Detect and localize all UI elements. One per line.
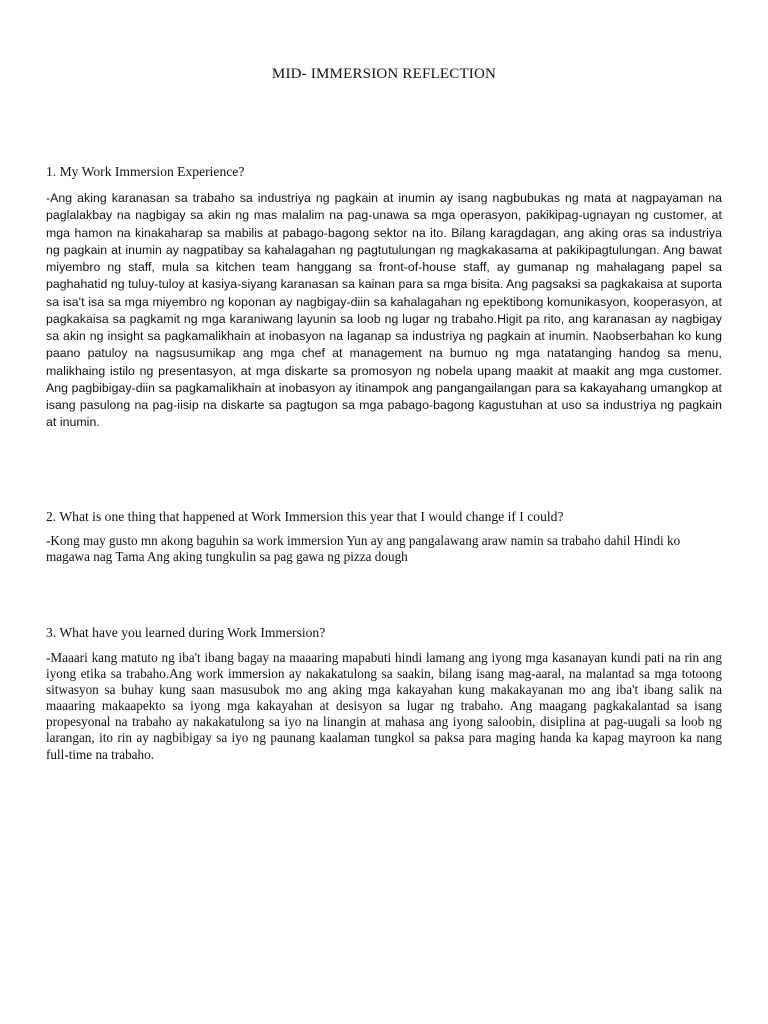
answer-3: -Maaari kang matuto ng iba't ibang bagay na maaaring mapabuti hindi lamang ang iyong mga kasanayan kundi pati na rin ang iyong etika sa trabaho.Ang work immersion ay nakakatulong sa saakin, bilang isang mag-aaral, na malantad sa mga totoong sitwasyon sa buhay kung saan masusubok mo ang aking mga kakayahan kung makakayanan mo ang iba't ibang salik na maaaring makaapekto sa iyong mga kakayahan at desisyon sa lugar ng trabaho. Ang maagang pagkakalantad sa isang propesyonal na trabaho ay nakakatulong sa iyo na linangin at mahasa ang iyong saloobin, disiplina at pag-uugali sa loob ng larangan, ito rin ay nagbibigay sa iyo ng paunang kaalaman tungkol sa paksa para maging handa ka kapag mayroon ka nang full-time na trabaho. xyxy=(46,650,722,762)
question-3: 3. What have you learned during Work Immersion? xyxy=(46,625,326,640)
question-2: 2. What is one thing that happened at Work Immersion this year that I would change if I could? xyxy=(46,509,564,524)
answer-1: -Ang aking karanasan sa trabaho sa industriya ng pagkain at inumin ay isang nagbubukas ng mata at nagpayaman na paglalakbay na nagbigay sa akin ng mas malalim na pag-unawa sa mga operasyon, pakikipag-ugnayan ng customer, at mga hamon na kinakaharap sa mabilis at pabago-bagong sektor na ito. Bilang karagdagan, ang aking oras sa industriya ng pagkain at inumin ay nagpatibay sa kahalagahan ng pagtutulungan ng magkakasama at pakikipagtulungan. Ang bawat miyembro ng staff, mula sa kitchen team hanggang sa front-of-house staff, ay gumanap ng mahalagang papel sa paghahatid ng tuluy-tuloy at kasiya-siyang karanasan sa kainan para sa mga bisita. Ang pagsaksi sa pagkakaisa at suporta sa isa't isa sa mga miyembro ng koponan ay nagbigay-diin sa kahalagahan ng epektibong komunikasyon, kooperasyon, at pagkakaisa sa pagkamit ng mga karaniwang layunin sa loob ng lugar ng trabaho.Higit pa rito, ang karanasan ay nagbigay sa akin ng insight sa pagkamalikhain at inobasyon na laganap sa industriya ng pagkain at inumin. Naobserbahan ko kung paano patuloy na nagsusumikap ang mga chef at management na bumuo ng mga natatanging handog sa menu, malikhaing istilo ng presentasyon, at mga diskarte sa promosyon ng nobela upang maakit at maakit ang mga customer. Ang pagbibigay-diin sa pagkamalikhain at inobasyon ay itinampok ang pangangailangan para sa kakayahang umangkop at isang pasulong na pag-iisip na diskarte sa pagtugon sa mga pabago-bagong kagustuhan at uso sa industriya ng pagkain at inumin. xyxy=(46,191,722,430)
document-title: MID- IMMERSION REFLECTION xyxy=(271,66,497,82)
question-1: 1. My Work Immersion Experience? xyxy=(46,164,245,179)
answer-2: -Kong may gusto mn akong baguhin sa work immersion Yun ay ang pangalawang araw namin sa trabaho dahil Hindi ko magawa nag Tama Ang aking tungkulin sa pag gawa ng pizza dough xyxy=(46,533,681,565)
